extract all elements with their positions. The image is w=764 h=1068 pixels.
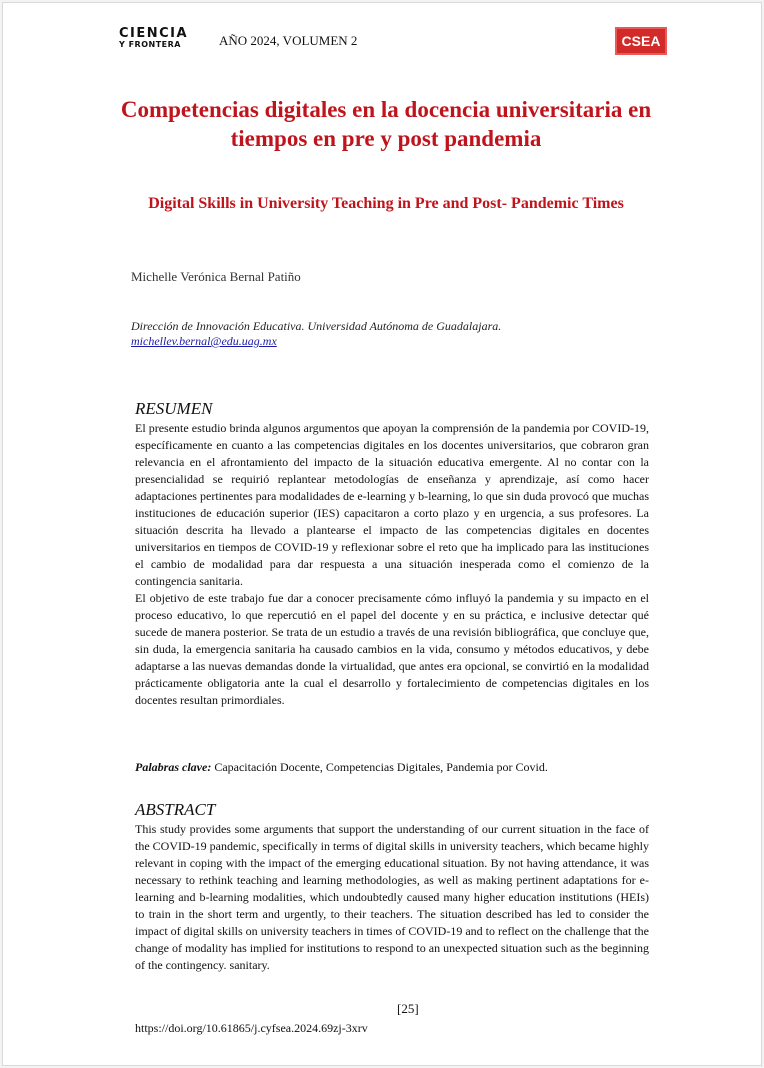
affiliation-text: Dirección de Innovación Educativa. Universidad Autónoma de Guadalajara. [131,319,502,333]
journal-logo [119,27,188,49]
document-page [2,2,762,1066]
title-english: Digital Skills in University Teaching in Pre and Post- Pandemic Times [148,195,624,212]
keywords-label: Palabras clave: [135,760,212,774]
resumen-body [135,420,649,709]
keywords-text: Capacitación Docente, Competencias Digitales, Pandemia por Covid. [214,760,548,774]
resumen-paragraph-2: El objetivo de este trabajo fue dar a conocer precisamente cómo influyó la pandemia y su impacto en el proceso educativo, lo que repercutió en el papel del docente y en su práctica, e inclusive detectar qué sucede de manera posterior. Se trata de un estudio a través de una revisión bibliográfica, que concluye que, sin duda, la emergencia sanitaria ha causado cambios en la vida, consumo y métodos educativos, y debe adaptarse a las nuevas demandas donde la virtualidad, que antes era opcional, se convirtió en la modalidad prácticamente obligatoria ante la cual el desarrollo y fortalecimiento de competencias digitales en los docentes resultan primordiales. [135,591,649,707]
email-link[interactable]: michellev.bernal@edu.uag.mx [131,334,277,348]
abstract-paragraph-1: This study provides some arguments that support the understanding of our current situation in the face of the COVID-19 pandemic, specifically in terms of digital skills in university teachers, which became highly relevant in coping with the impact of the emerging educational situation. By not having attendance, it was necessary to rethink teaching and learning methodologies, as well as making pertinent adaptations for e- learning and b-learning modalities, which undoubtedly caused many higher education institutions (HEIs) to train in the short term and urgently, to their teachers. The situation described has led to consider the impact of digital skills on university teachers in times of COVID-19 and to reflect on the challenge that the change of modality has implied for institutions to respond to an unexpected situation such as the beginning of the contingency. sanitary. [135,822,649,972]
title-spanish: Competencias digitales en la docencia universitaria en tiempos en pre y post pandemia [120,97,652,151]
keywords [135,760,548,775]
csea-badge: CSEA [615,27,667,55]
abstract-heading: ABSTRACT [135,800,216,819]
affiliation [131,319,501,349]
logo-line-2: Y FRONTERA [119,40,181,49]
author-name: Michelle Verónica Bernal Patiño [131,269,301,284]
abstract-body [135,821,649,974]
doi-link[interactable]: https://doi.org/10.61865/j.cyfsea.2024.69zj-3xrv [135,1021,368,1035]
issue-label: AÑO 2024, VOLUMEN 2 [219,33,358,48]
logo-line-1: CIENCIA [119,26,189,41]
resumen-heading: RESUMEN [135,399,213,418]
resumen-paragraph-1: El presente estudio brinda algunos argumentos que apoyan la comprensión de la pandemia por COVID-19, específicamente en cuanto a las competencias digitales en los docentes universitarios, que cobraron gran relevancia en el afrontamiento del impacto de la situación educativa emergente. Al no contar con la presencialidad se requirió replantear metodologías de enseñanza y aprendizaje, así como hacer adaptaciones pertinentes para modalidades de e-learning y b-learning, lo que sin duda provocó que muchas instituciones de educación superior (IES) capacitaron a corto plazo y en urgencia, a sus profesores. La situación descrita ha llevado a plantearse el impacto de las competencias digitales en docentes universitarios en tiempos de COVID-19 y reflexionar sobre el reto que ha implicado para las instituciones el cambio de modalidad para dar respuesta a una situación inesperada como el comienzo de la contingencia sanitaria. [135,421,649,588]
page-number: [25] [397,1001,419,1016]
